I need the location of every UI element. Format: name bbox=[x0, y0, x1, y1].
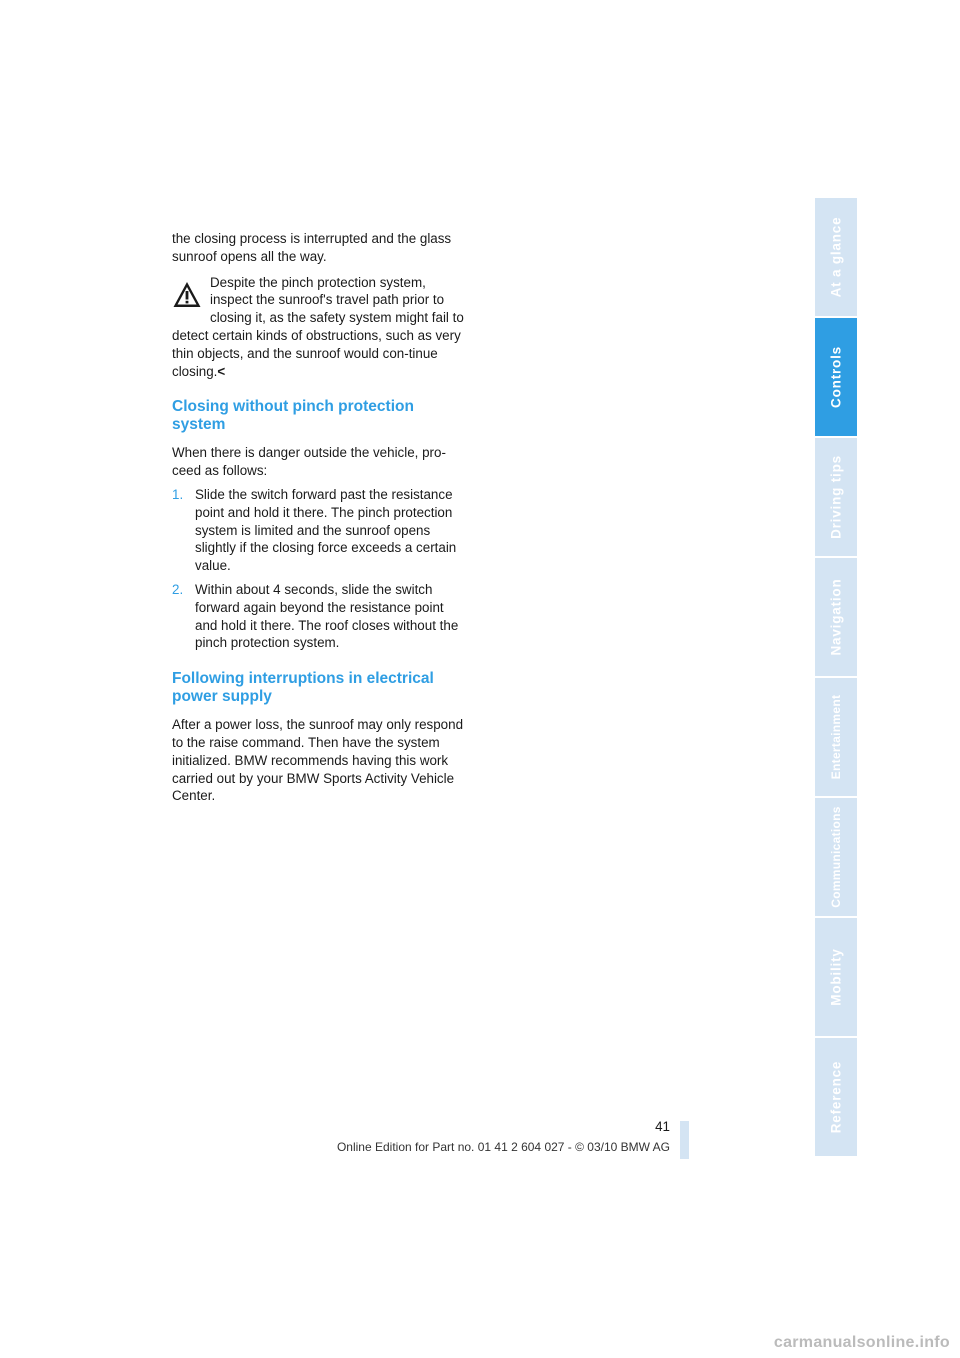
section-heading-closing-without-pinch: Closing without pinch protection system bbox=[172, 398, 414, 434]
step-item bbox=[172, 581, 464, 652]
tab-label: Controls bbox=[828, 346, 844, 408]
tab-communications[interactable] bbox=[815, 798, 857, 916]
tab-mobility[interactable] bbox=[815, 918, 857, 1036]
watermark: carmanualsonline.info bbox=[773, 1334, 950, 1351]
steps-list bbox=[172, 486, 464, 652]
section2-body: After a power loss, the sunroof may only respond to the raise command. Then have the system initialized. BMW recommends having this work carried out by your BMW Sports Activity Vehicle Center. bbox=[172, 717, 464, 804]
step-item bbox=[172, 486, 464, 575]
tab-driving-tips[interactable] bbox=[815, 438, 857, 556]
intro-paragraph: the closing process is interrupted and the glass sunroof opens all the way. bbox=[172, 231, 452, 264]
tab-label: Driving tips bbox=[828, 455, 844, 539]
tab-label: Mobility bbox=[828, 948, 844, 1006]
edition-footer: Online Edition for Part no. 01 41 2 604 027 - © 03/10 BMW AG bbox=[336, 1140, 670, 1154]
warning-block bbox=[172, 274, 464, 381]
page-number: 41 bbox=[655, 1119, 670, 1134]
tab-label: Communications bbox=[829, 806, 843, 908]
tab-label: Reference bbox=[828, 1060, 844, 1134]
tab-reference[interactable] bbox=[815, 1038, 857, 1156]
warning-text: Despite the pinch protection system, inspect the sunroof's travel path prior to closing it, as the safety system might fail to detect certain kinds of obstructions, such as very thin objects, and the sunroof would con-tinue closing. bbox=[172, 274, 464, 379]
tab-at-a-glance[interactable] bbox=[815, 198, 857, 316]
footer-marker bbox=[680, 1121, 689, 1159]
step-number: 1. bbox=[172, 486, 184, 502]
warning-triangle-icon bbox=[172, 280, 202, 310]
tab-controls[interactable] bbox=[815, 318, 857, 436]
section-heading-power-interruptions: Following interruptions in electrical power supply bbox=[172, 670, 434, 706]
tab-navigation[interactable] bbox=[815, 558, 857, 676]
step-number: 2. bbox=[172, 581, 184, 597]
step-text: Within about 4 seconds, slide the switch forward again beyond the resistance point and hold it there. The roof closes without the pinch protection system. bbox=[195, 581, 459, 651]
chapter-tab-bar bbox=[815, 198, 857, 1160]
step-text: Slide the switch forward past the resistance point and hold it there. The pinch protection system is limited and the sunroof opens slightly if the closing force exceeds a certain value. bbox=[195, 486, 457, 574]
tab-label: Navigation bbox=[828, 578, 844, 656]
tab-entertainment[interactable] bbox=[815, 678, 857, 796]
tab-label: Entertainment bbox=[829, 694, 843, 780]
main-content bbox=[172, 230, 464, 805]
end-mark: < bbox=[217, 363, 226, 379]
section1-intro: When there is danger outside the vehicle, pro-ceed as follows: bbox=[172, 445, 446, 479]
tab-label: At a glance bbox=[828, 216, 844, 298]
